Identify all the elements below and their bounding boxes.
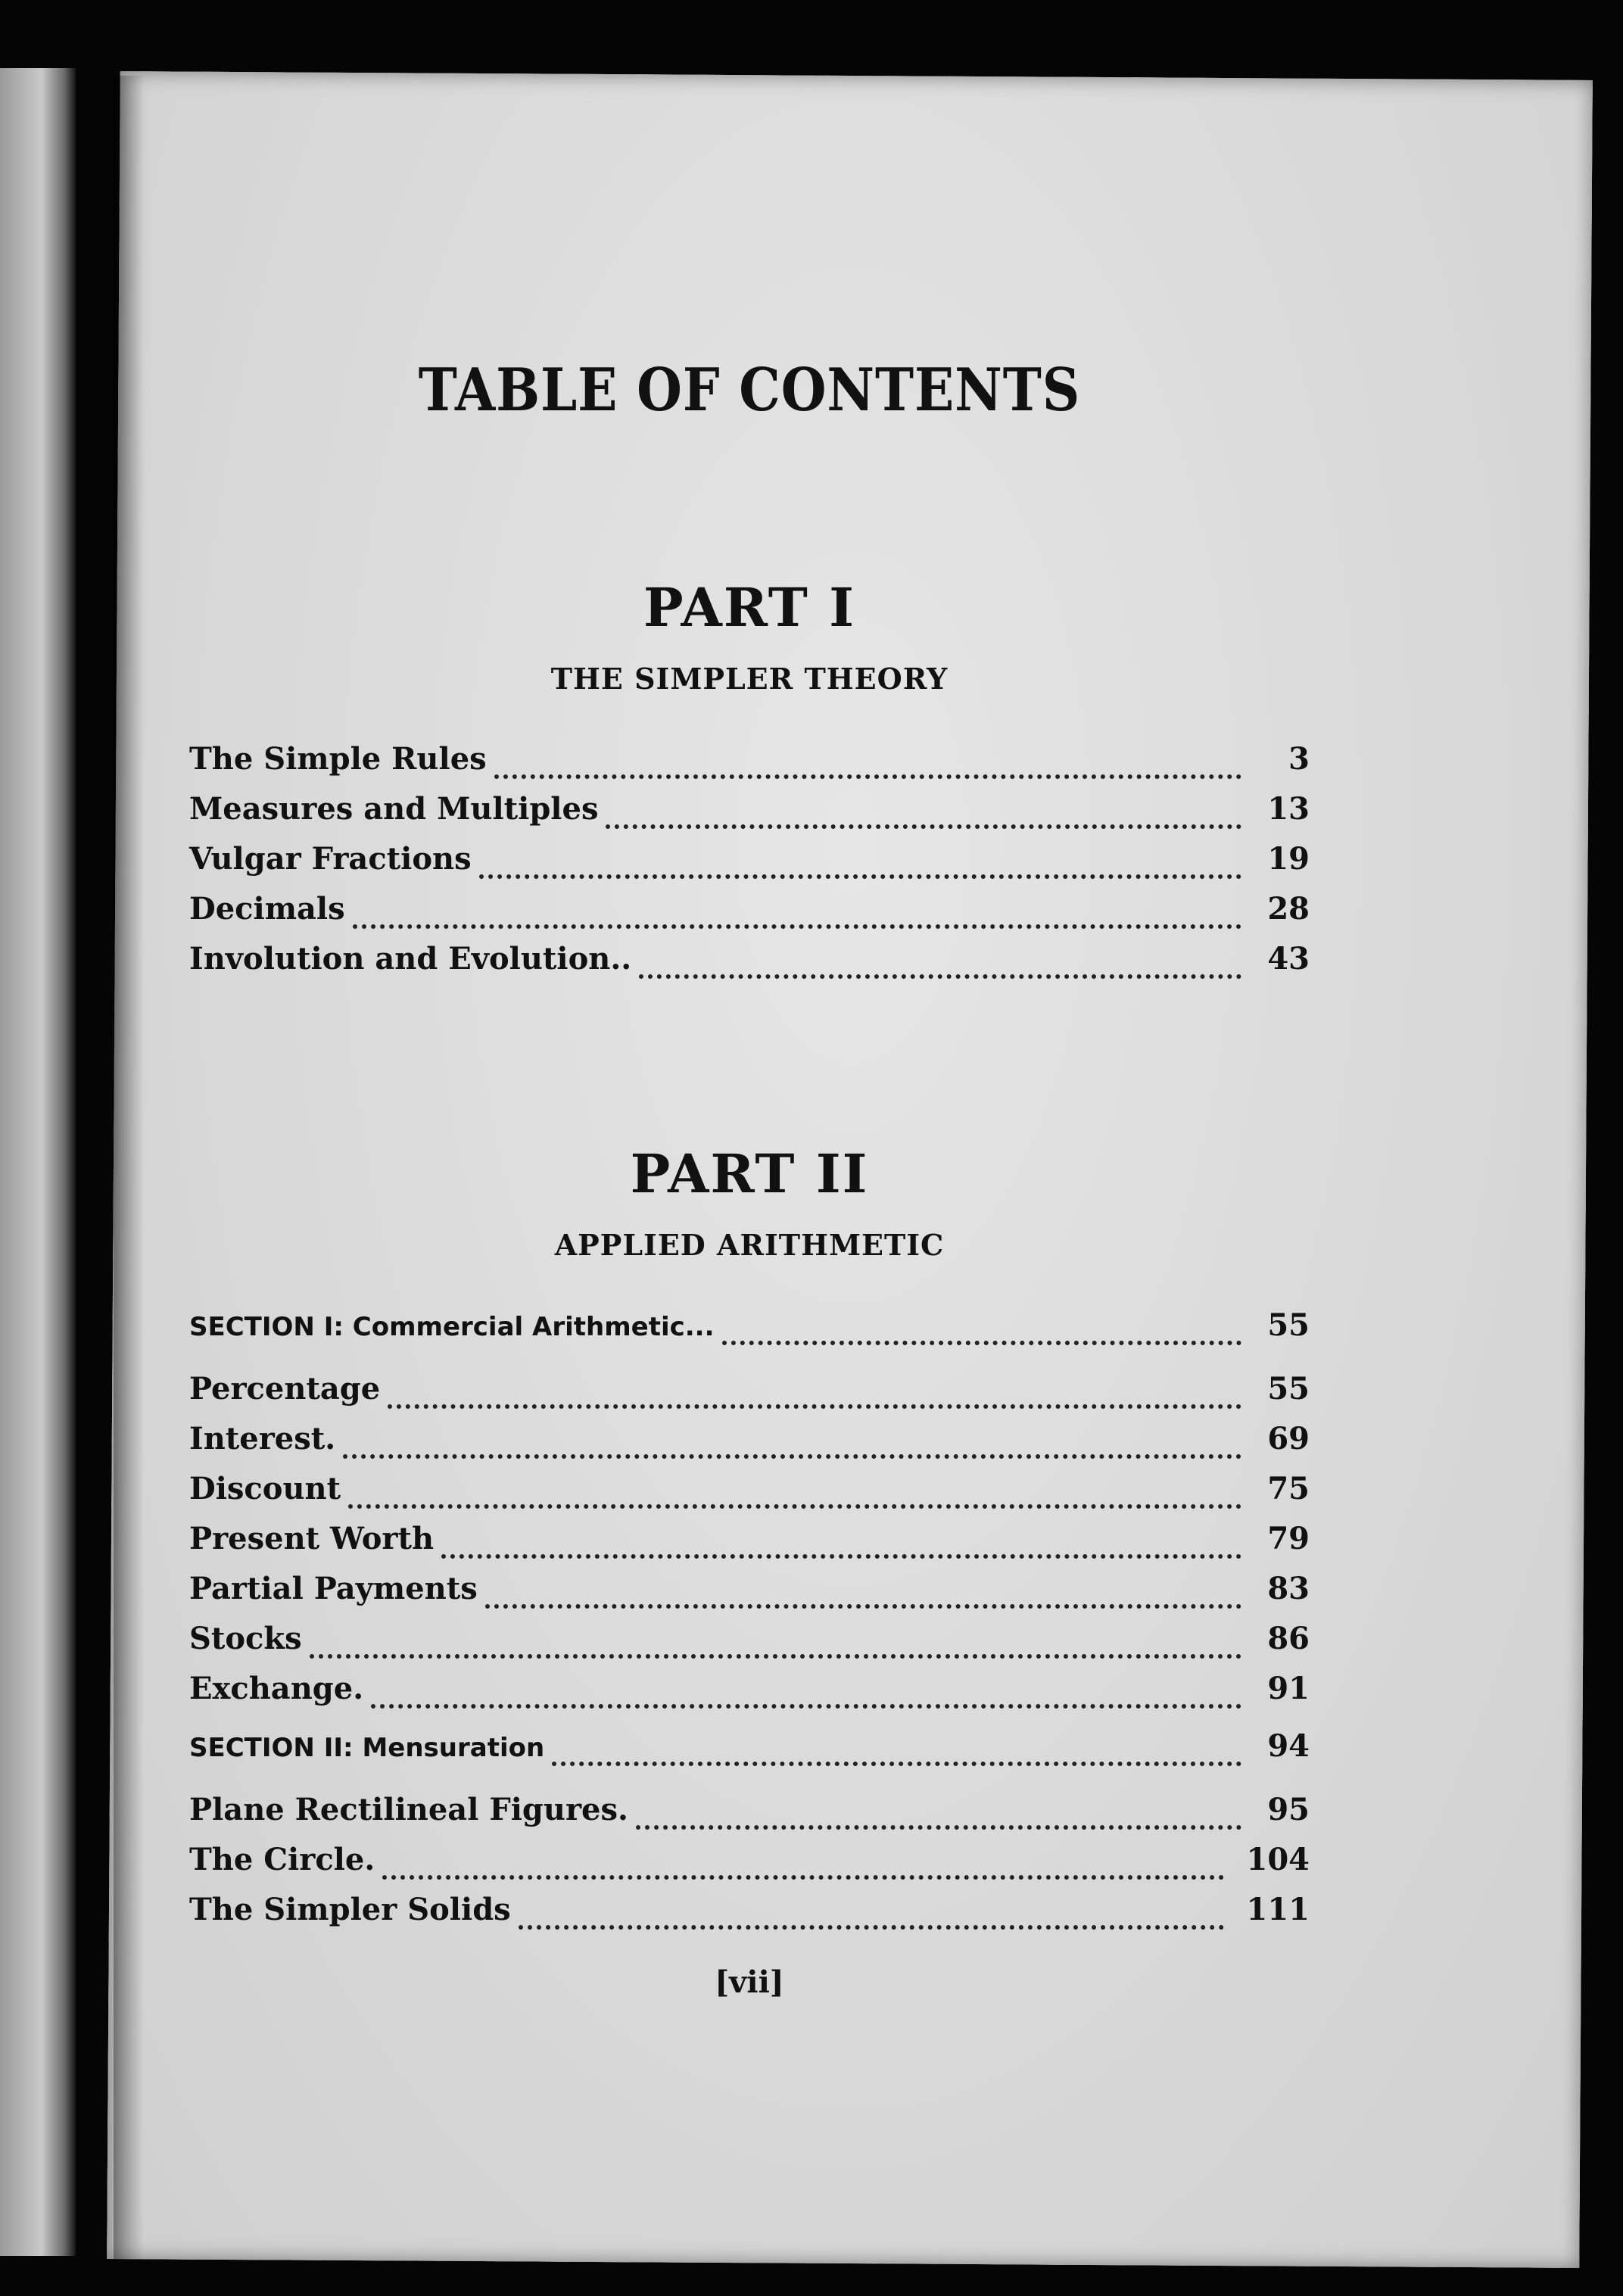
toc-entry[interactable]: [189, 1621, 1310, 1671]
entry-label: Stocks: [189, 1621, 302, 1656]
entry-page-number: 95: [1267, 1792, 1310, 1827]
section-label: SECTION II: Mensuration: [189, 1733, 545, 1763]
entry-label: Vulgar Fractions: [189, 841, 472, 877]
adjacent-page-edge: [0, 68, 76, 2256]
entry-page-number: 91: [1267, 1671, 1310, 1706]
entry-page-number: 83: [1267, 1571, 1310, 1606]
dot-leader: [722, 1341, 1241, 1345]
entry-label: Discount: [189, 1471, 341, 1506]
part-subheading: APPLIED ARITHMETIC: [554, 1228, 945, 1262]
entry-page-number: 75: [1267, 1471, 1310, 1506]
dot-leader: [382, 1875, 1223, 1880]
entry-label: Exchange.: [189, 1671, 364, 1706]
dot-leader: [348, 1504, 1241, 1509]
entry-page-number: 28: [1267, 891, 1310, 927]
dot-leader: [519, 1925, 1224, 1930]
entry-page-number: 69: [1267, 1421, 1310, 1456]
toc-entry[interactable]: [189, 1892, 1310, 1942]
part-one-entries: [189, 741, 1310, 991]
entry-label: Decimals: [189, 891, 345, 927]
table-of-contents: [189, 356, 1310, 2000]
entry-label: The Circle.: [189, 1842, 375, 1877]
entry-label: Measures and Multiples: [189, 791, 599, 827]
dot-leader: [552, 1762, 1241, 1766]
section-heading-entry[interactable]: [189, 1307, 1310, 1357]
entry-page-number: 13: [1267, 791, 1310, 827]
entry-label: Involution and Evolution..: [189, 941, 632, 977]
toc-entry[interactable]: [189, 1842, 1310, 1892]
entry-page-number: 19: [1267, 841, 1310, 877]
entry-page-number: 86: [1267, 1621, 1310, 1656]
entry-label: Present Worth: [189, 1521, 435, 1556]
dot-leader: [485, 1604, 1241, 1609]
entry-label: The Simple Rules: [189, 741, 487, 777]
entry-label: Partial Payments: [189, 1571, 478, 1606]
entry-page-number: 104: [1246, 1842, 1310, 1877]
toc-entry[interactable]: [189, 941, 1310, 991]
part-heading: PART I: [643, 576, 855, 639]
page-folio: [vii]: [715, 1964, 784, 2000]
entry-page-number: 111: [1246, 1892, 1310, 1927]
toc-entry[interactable]: [189, 1371, 1310, 1421]
toc-entry[interactable]: [189, 741, 1310, 791]
entry-page-number: 94: [1267, 1728, 1310, 1764]
entry-label: The Simpler Solids: [189, 1892, 511, 1927]
dot-leader: [479, 874, 1241, 879]
toc-entry[interactable]: [189, 1571, 1310, 1621]
entry-page-number: 3: [1288, 741, 1310, 777]
toc-entry[interactable]: [189, 891, 1310, 941]
part-spacer: [189, 991, 1310, 1142]
dot-leader: [310, 1654, 1241, 1659]
dot-leader: [441, 1554, 1241, 1559]
toc-entry[interactable]: [189, 1471, 1310, 1521]
toc-entry[interactable]: [189, 1792, 1310, 1842]
entry-label: Percentage: [189, 1371, 381, 1407]
section-two-entries: [189, 1728, 1310, 1942]
dot-leader: [636, 1825, 1241, 1830]
toc-entry[interactable]: [189, 841, 1310, 891]
page-gutter-shadow: [114, 76, 144, 2263]
toc-entry[interactable]: [189, 1671, 1310, 1721]
dot-leader: [494, 774, 1241, 779]
part-subheading: THE SIMPLER THEORY: [550, 662, 949, 696]
toc-entry[interactable]: [189, 1421, 1310, 1471]
dot-leader: [353, 924, 1241, 929]
dot-leader: [371, 1704, 1241, 1709]
section-one-entries: [189, 1307, 1310, 1721]
part-one: [189, 576, 1310, 991]
entry-page-number: 55: [1267, 1307, 1310, 1343]
dot-leader: [343, 1454, 1241, 1459]
section-heading-entry[interactable]: [189, 1728, 1310, 1778]
part-heading: PART II: [630, 1142, 869, 1205]
page-title: TABLE OF CONTENTS: [418, 356, 1081, 425]
entry-page-number: 55: [1267, 1371, 1310, 1407]
toc-entry[interactable]: [189, 791, 1310, 841]
entry-page-number: 43: [1267, 941, 1310, 977]
section-label: SECTION I: Commercial Arithmetic...: [189, 1312, 715, 1342]
part-two: [189, 1142, 1310, 1942]
toc-entry[interactable]: [189, 1521, 1310, 1571]
dot-leader: [639, 974, 1241, 979]
entry-label: Plane Rectilineal Figures.: [189, 1792, 628, 1827]
dot-leader: [606, 824, 1241, 829]
entry-label: Interest.: [189, 1421, 336, 1456]
entry-page-number: 79: [1267, 1521, 1310, 1556]
dot-leader: [388, 1404, 1241, 1409]
